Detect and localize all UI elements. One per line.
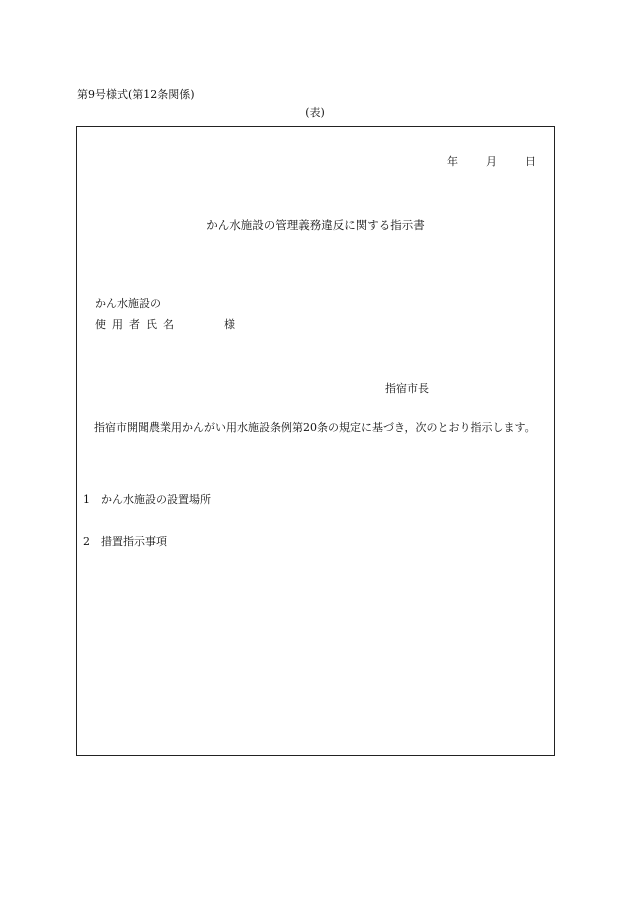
item-installation-location (83, 491, 211, 507)
date-month: 月 (486, 155, 497, 168)
addressee-row (95, 314, 235, 335)
item-instructions (83, 533, 167, 549)
date-day: 日 (525, 155, 536, 168)
issuer: 指宿市長 (385, 382, 429, 395)
date-line (447, 153, 536, 169)
item-label: かん水施設の設置場所 (101, 493, 211, 506)
addressee-name-label: 使用者氏名 (95, 318, 180, 331)
document-frame (76, 126, 555, 756)
item-number: 1 (83, 493, 90, 506)
body-text: 指宿市開聞農業用かんがい用水施設条例第20条の規定に基づき，次のとおり指示します。 (94, 421, 536, 434)
item-label: 措置指示事項 (101, 535, 167, 548)
addressee-block (95, 293, 235, 335)
honorific: 様 (224, 318, 235, 331)
item-number: 2 (83, 535, 90, 548)
date-year: 年 (447, 155, 458, 168)
side-label: (表) (305, 106, 325, 119)
addressee-line1: かん水施設の (95, 297, 161, 310)
document-title: かん水施設の管理義務違反に関する指示書 (206, 218, 425, 232)
form-number: 第9号様式(第12条関係) (77, 88, 195, 101)
